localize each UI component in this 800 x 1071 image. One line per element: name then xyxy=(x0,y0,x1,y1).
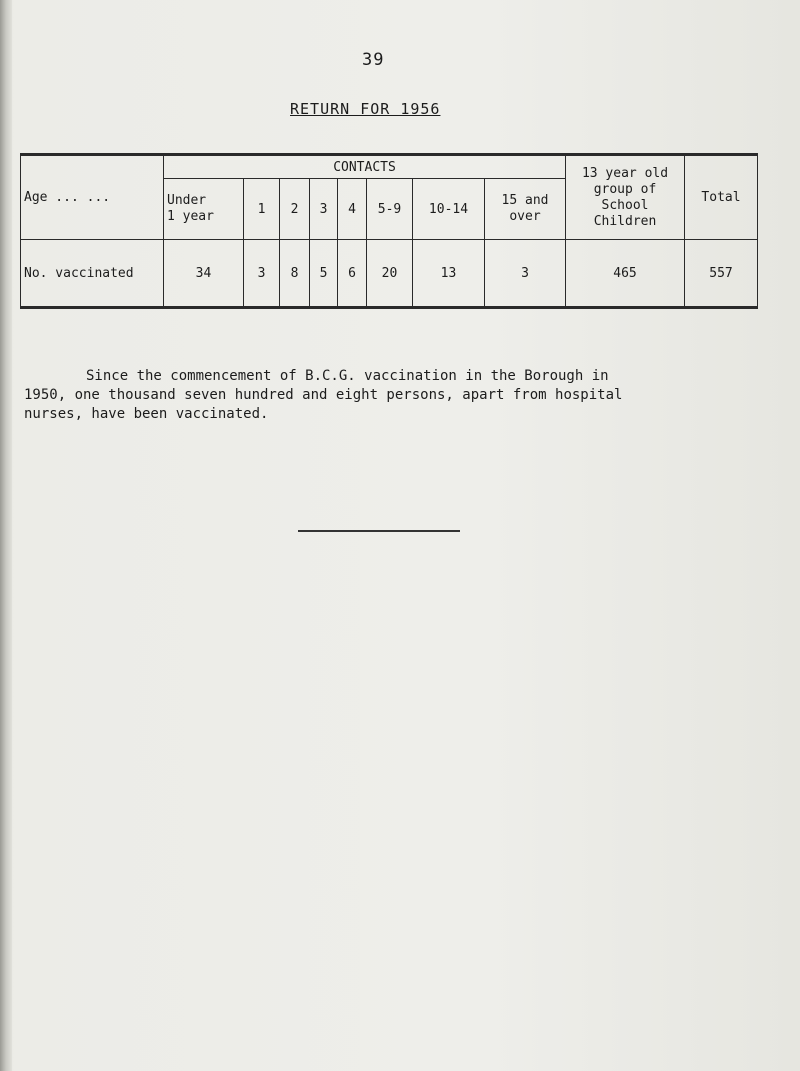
paragraph-line: nurses, have been vaccinated. xyxy=(24,406,269,422)
age-column-2: 2 xyxy=(280,179,310,240)
school-children-value: 465 xyxy=(566,240,685,308)
bcg-paragraph xyxy=(24,367,764,424)
paragraph-line: Since the commencement of B.C.G. vaccination in the Borough in xyxy=(86,368,609,384)
age-column-line: over xyxy=(509,209,541,224)
binding-edge xyxy=(0,0,12,1071)
age-label-text: Age ... ... xyxy=(24,190,111,205)
vaccinated-cell: 20 xyxy=(367,240,413,308)
vaccinated-row-label: No. vaccinated xyxy=(21,240,164,308)
age-row-label xyxy=(21,155,164,240)
vaccinated-cell: 5 xyxy=(310,240,338,308)
age-column-4: 4 xyxy=(338,179,367,240)
vaccinated-cell: 6 xyxy=(338,240,367,308)
page-number: 39 xyxy=(362,50,385,70)
age-column-line: 15 and xyxy=(501,193,549,208)
vaccinated-cell: 34 xyxy=(164,240,244,308)
section-divider xyxy=(298,530,460,532)
vaccination-return-table xyxy=(20,153,758,309)
age-column-line: Under xyxy=(167,193,207,208)
school-header-line: School xyxy=(601,197,649,213)
age-column-under-1 xyxy=(164,179,244,240)
school-header-line: Children xyxy=(593,213,657,229)
vaccinated-cell: 3 xyxy=(244,240,280,308)
total-value: 557 xyxy=(685,240,758,308)
school-children-header xyxy=(566,155,685,240)
age-column-line: 1 year xyxy=(167,209,214,224)
school-header-line: 13 year old xyxy=(581,165,669,181)
paragraph-line: 1950, one thousand seven hundred and eight persons, apart from hospital xyxy=(24,387,623,403)
age-column-5-9: 5-9 xyxy=(367,179,413,240)
age-column-3: 3 xyxy=(310,179,338,240)
vaccinated-cell: 3 xyxy=(485,240,566,308)
vaccinated-cell: 13 xyxy=(413,240,485,308)
total-header: Total xyxy=(685,155,758,240)
age-column-1: 1 xyxy=(244,179,280,240)
age-column-15-and-over xyxy=(485,179,566,240)
contacts-header: CONTACTS xyxy=(164,155,566,179)
page-title: RETURN FOR 1956 xyxy=(290,100,441,118)
school-header-line: group of xyxy=(593,181,657,197)
vaccinated-cell: 8 xyxy=(280,240,310,308)
age-column-10-14: 10-14 xyxy=(413,179,485,240)
